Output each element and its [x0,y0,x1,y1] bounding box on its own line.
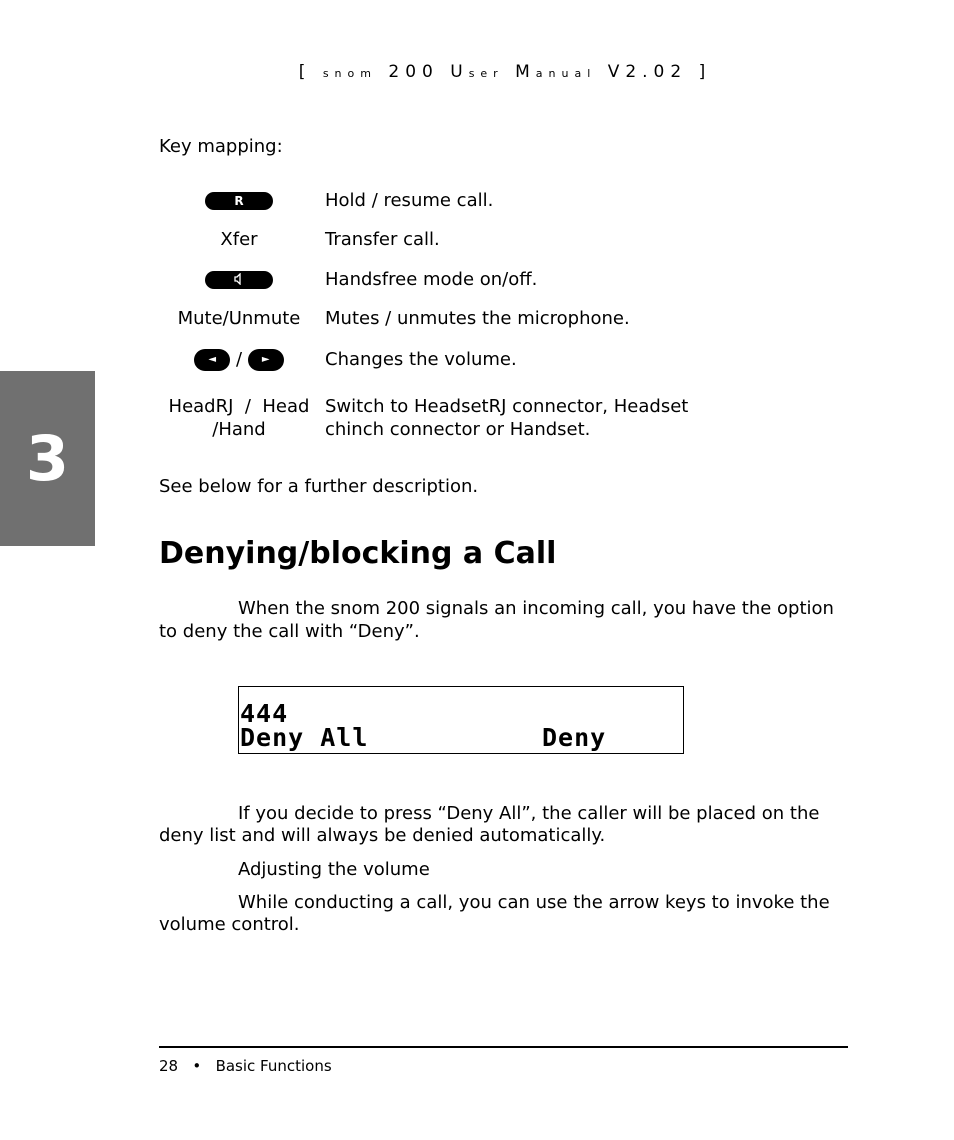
speaker-key [160,268,318,291]
footer-rule [159,1046,848,1048]
page-number: 28 [159,1057,179,1075]
r-key-icon: R [205,192,273,210]
volume-key-separator: / [235,349,243,370]
header-bracket-close: ] [698,62,712,82]
para2-line2: deny list and will always be denied automatically. [159,825,606,846]
header-manual-rest: anual [535,67,597,80]
running-header [0,62,954,82]
header-version: V2.02 [607,62,688,82]
para2-line1: If you decide to press “Deny All”, the caller will be placed on the [238,803,820,824]
arrow-left-icon: ◄ [194,349,230,371]
header-user-rest: ser [468,67,504,80]
volume-keys-desc: Changes the volume. [325,349,517,370]
head-key [164,395,314,441]
footer [159,1057,332,1075]
head-key-desc-line2: chinch connector or Handset. [325,419,591,440]
header-user-cap: U [450,62,469,82]
footer-section: Basic Functions [215,1057,332,1075]
volume-keys [160,348,318,371]
para4-line2: volume control. [159,914,300,935]
header-bracket-open: [ [298,62,312,82]
para3: Adjusting the volume [238,859,430,880]
mute-key: Mute/Unmute [177,308,301,329]
header-brand: snom [322,67,377,80]
xfer-key: Xfer [220,229,258,250]
section-title: Denying/blocking a Call [159,536,557,571]
header-model: 200 [388,62,439,82]
head-key-line2: /Hand [212,419,266,440]
mute-key-desc: Mutes / unmutes the microphone. [325,308,630,329]
header-manual-cap: M [515,62,536,82]
lcd-deny: Deny [542,723,607,752]
head-key-desc [325,395,688,441]
chapter-tab: 3 [0,371,95,546]
head-key-desc-line1: Switch to HeadsetRJ connector, Headset [325,396,689,417]
r-key-desc: Hold / resume call. [325,190,494,211]
arrow-right-icon: ► [248,349,284,371]
para1-line1: When the snom 200 signals an incoming call, you have the option [238,598,834,619]
head-key-line1: HeadRJ / Head [168,396,310,417]
footer-bullet: • [192,1057,202,1075]
lcd-line1: 444 [240,699,289,728]
para1-line2: to deny the call with “Deny”. [159,621,420,642]
speaker-icon [205,271,273,289]
lcd-display [238,686,684,754]
see-below-text: See below for a further description. [159,476,479,497]
para4-line1: While conducting a call, you can use the arrow keys to invoke the [238,892,830,913]
xfer-key-desc: Transfer call. [325,229,440,250]
speaker-key-desc: Handsfree mode on/off. [325,269,538,290]
lcd-deny-all: Deny All [240,723,369,752]
r-key [160,189,318,212]
key-mapping-label: Key mapping: [159,136,283,157]
